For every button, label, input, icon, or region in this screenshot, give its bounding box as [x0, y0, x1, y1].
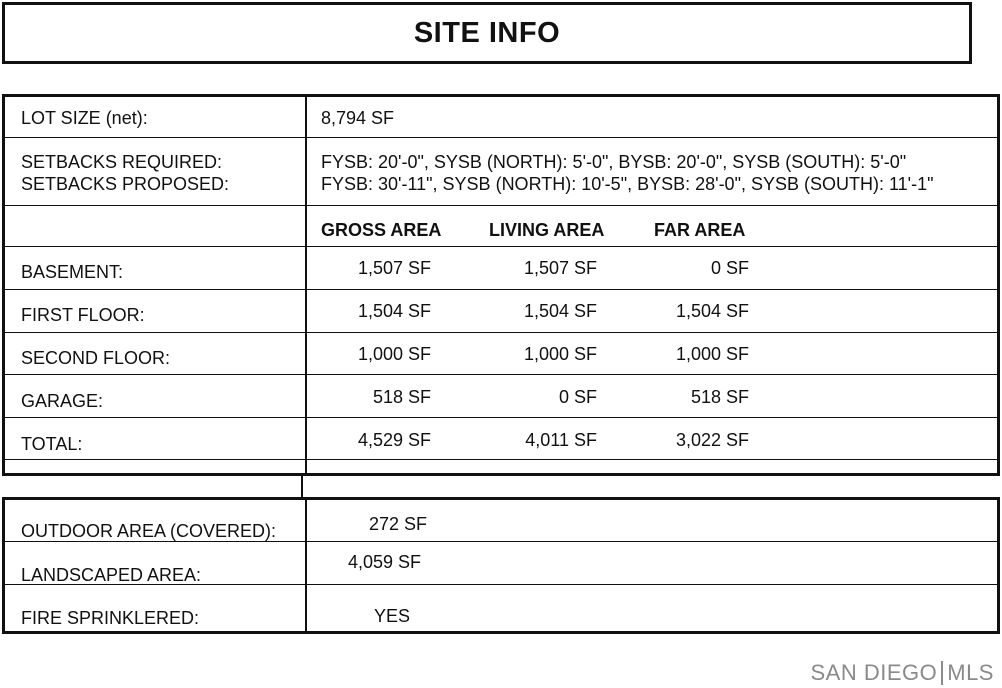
outdoor-info-table [2, 497, 1000, 634]
setbacks-proposed-value: FYSB: 30'-11", SYSB (NORTH): 10'-5", BYSB: 28'-0", SYSB (SOUTH): 11'-1" [321, 174, 934, 194]
row-divider [5, 459, 997, 460]
row-divider [5, 246, 997, 247]
basement-gross: 1,507 SF [357, 258, 431, 278]
site-info-table [2, 94, 1000, 476]
setbacks-required-label: SETBACKS REQUIRED: [21, 152, 223, 172]
watermark-logo [811, 660, 995, 686]
row-label-garage: GARAGE: [21, 391, 104, 411]
lot-size-value: 8,794 SF [321, 108, 395, 128]
row-divider [5, 137, 997, 138]
row-label-second-floor: SECOND FLOOR: [21, 348, 171, 368]
second-floor-living: 1,000 SF [523, 344, 597, 364]
column-divider [305, 500, 307, 631]
row-divider [5, 417, 997, 418]
second-floor-far: 1,000 SF [675, 344, 749, 364]
setbacks-required-value: FYSB: 20'-0", SYSB (NORTH): 5'-0", BYSB: 20'-0", SYSB (SOUTH): 5'-0" [321, 152, 907, 172]
watermark-separator [941, 661, 943, 685]
row-label-total: TOTAL: [21, 434, 83, 454]
first-floor-living: 1,504 SF [523, 301, 597, 321]
row-divider [5, 205, 997, 206]
total-gross: 4,529 SF [357, 430, 431, 450]
second-floor-gross: 1,000 SF [357, 344, 431, 364]
header-gross-area: GROSS AREA [321, 220, 442, 240]
basement-far: 0 SF [710, 258, 749, 278]
page-title: SITE INFO [413, 16, 561, 49]
garage-living: 0 SF [558, 387, 597, 407]
row-label-landscaped-area: LANDSCAPED AREA: [21, 565, 202, 585]
header-far-area: FAR AREA [654, 220, 746, 240]
row-label-basement: BASEMENT: [21, 262, 124, 282]
fire-sprinklered-value: YES [374, 606, 411, 626]
row-label-first-floor: FIRST FLOOR: [21, 305, 145, 325]
landscaped-area-value: 4,059 SF [348, 552, 422, 572]
row-divider [5, 289, 997, 290]
row-label-fire-sprinklered: FIRE SPRINKLERED: [21, 608, 200, 628]
row-divider [5, 374, 997, 375]
first-floor-gross: 1,504 SF [357, 301, 431, 321]
watermark-right-text: MLS [947, 660, 994, 685]
garage-gross: 518 SF [372, 387, 431, 407]
title-box [2, 2, 972, 64]
basement-living: 1,507 SF [523, 258, 597, 278]
total-living: 4,011 SF [525, 430, 597, 450]
row-label-outdoor-area: OUTDOOR AREA (COVERED): [21, 521, 277, 541]
row-divider [5, 332, 997, 333]
lot-size-label: LOT SIZE (net): [21, 108, 148, 128]
first-floor-far: 1,504 SF [675, 301, 749, 321]
setbacks-proposed-label: SETBACKS PROPOSED: [21, 174, 230, 194]
header-living-area: LIVING AREA [489, 220, 605, 240]
watermark-left-text: SAN DIEGO [810, 660, 938, 685]
column-divider-bridge [301, 474, 303, 499]
outdoor-area-value: 272 SF [369, 514, 428, 534]
garage-far: 518 SF [690, 387, 749, 407]
total-far: 3,022 SF [675, 430, 749, 450]
